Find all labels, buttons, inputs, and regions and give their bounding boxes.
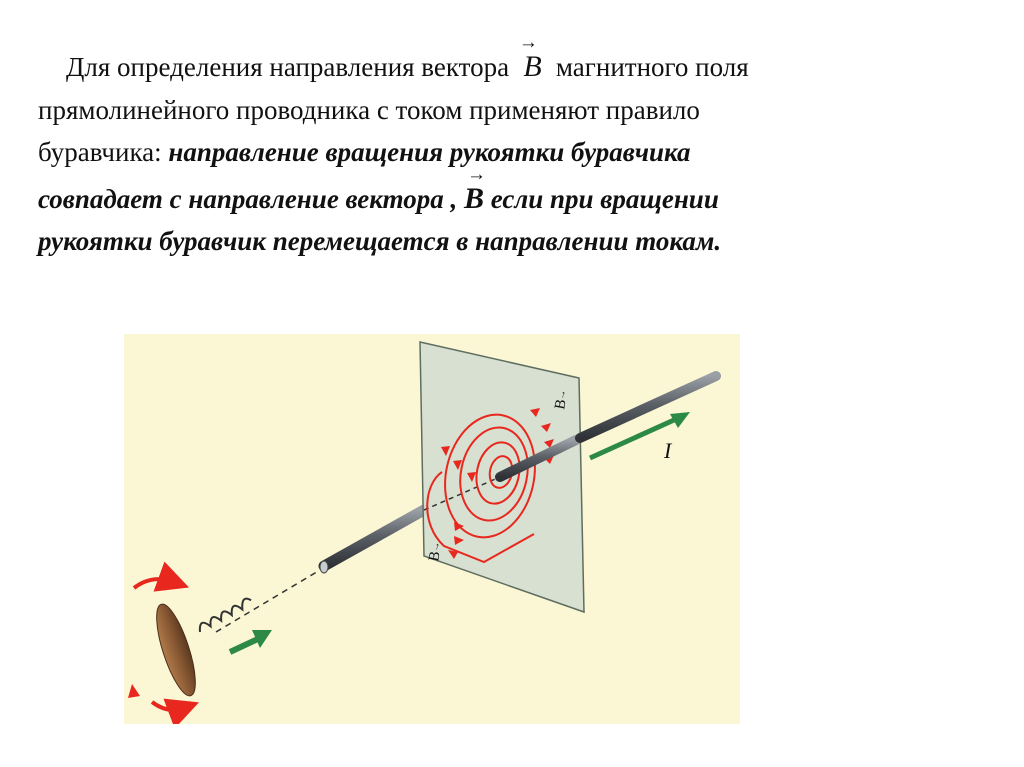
vector-b-symbol-2 xyxy=(464,163,486,221)
rule-line-5: рукоятки буравчик перемещается в направлении токам. xyxy=(38,226,722,256)
vector-arrow-icon: → xyxy=(467,163,486,185)
field-label-bottom-text: B xyxy=(426,550,444,563)
field-label-top-text: B xyxy=(552,398,570,411)
vector-arrow-icon: → xyxy=(430,540,443,553)
vector-b-symbol xyxy=(516,32,549,89)
vector-b-letter-2: B xyxy=(464,181,485,215)
current-label: I xyxy=(664,438,672,463)
rule-line-1-end: магнитного поля xyxy=(555,52,749,82)
rule-line-4-end: если при вращении xyxy=(490,183,719,214)
rule-line-1-start: Для определения направления вектора xyxy=(66,52,510,82)
gimlet-rule-figure xyxy=(124,334,740,724)
rule-line-4-start: совпадает с направление вектора , xyxy=(38,183,458,214)
wire-end-cap xyxy=(320,561,328,573)
figure-svg xyxy=(124,334,740,724)
vector-arrow-icon: → xyxy=(556,388,569,401)
rule-line-3-emphasis: направление вращения рукоятки буравчика xyxy=(168,137,691,167)
rule-paragraph xyxy=(38,32,998,263)
rule-line-3-plain: буравчика: xyxy=(38,137,162,167)
rule-line-4 xyxy=(38,163,998,221)
vector-arrow-icon: → xyxy=(518,32,538,53)
rule-line-1 xyxy=(38,32,998,89)
vector-b-letter: B xyxy=(523,50,542,83)
rule-line-2: прямолинейного проводника с током применяют правило xyxy=(38,94,700,125)
rule-line-3 xyxy=(38,131,998,174)
